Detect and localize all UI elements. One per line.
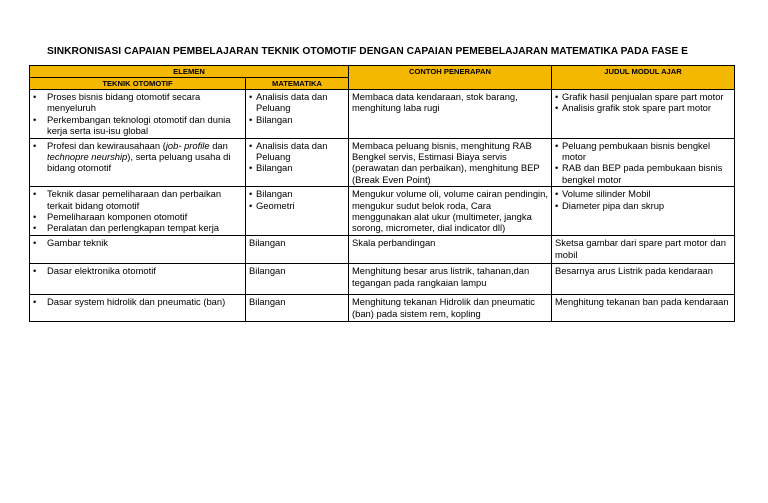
list-item: • Teknik dasar pemeliharaan dan perbaikan terkait bidang otomotif: [33, 188, 242, 211]
list-item: • Analisis grafik stok spare part motor: [555, 102, 731, 113]
teknik-cell: [30, 295, 246, 322]
teknik-cell: [30, 264, 246, 295]
teknik-cell: [30, 90, 246, 139]
list-item: • RAB dan BEP pada pembukaan bisnis bengkel motor: [555, 162, 731, 185]
sync-table: [29, 65, 735, 322]
list-item: • Analisis data dan Peluang: [249, 91, 345, 114]
judul-cell: [552, 138, 735, 187]
table-row: [30, 236, 735, 264]
header-row-main: [30, 66, 735, 78]
teknik-cell: [30, 187, 246, 236]
judul-cell: Menghitung tekanan ban pada kendaraan: [552, 295, 735, 322]
list-item: • Peluang pembukaan bisnis bengkel motor: [555, 140, 731, 163]
table-row: [30, 90, 735, 139]
contoh-cell: Skala perbandingan: [349, 236, 552, 264]
list-item: • Dasar system hidrolik dan pneumatic (ban): [33, 296, 242, 307]
list-item: • Peralatan dan perlengkapan tempat kerja: [33, 222, 242, 233]
contoh-cell: Membaca peluang bisnis, menghitung RAB Bengkel servis, Estimasi Biaya servis (perawatan dan perbaikan), menghitung BEP (Break Even Point): [349, 138, 552, 187]
contoh-cell: Mengukur volume oli, volume cairan pendingin, mengukur sudut belok roda, Cara menggunakan alat ukur (multimeter, jangka sorong, micrometer, dial indicator dll): [349, 187, 552, 236]
judul-cell: Sketsa gambar dari spare part motor dan mobil: [552, 236, 735, 264]
list-item: [33, 140, 242, 174]
header-contoh-penerapan: CONTOH PENERAPAN: [349, 66, 552, 90]
judul-cell: [552, 187, 735, 236]
list-item: • Volume silinder Mobil: [555, 188, 731, 199]
table-row: [30, 295, 735, 322]
list-item: • Bilangan: [249, 114, 345, 125]
table-row: [30, 187, 735, 236]
list-item: • Bilangan: [249, 162, 345, 173]
contoh-cell: Membaca data kendaraan, stok barang, menghitung laba rugi: [349, 90, 552, 139]
teknik-cell: [30, 138, 246, 187]
list-item: • Bilangan: [249, 188, 345, 199]
header-matematika: MATEMATIKA: [246, 78, 349, 90]
list-item: • Perkembangan teknologi otomotif dan dunia kerja serta isu-isu global: [33, 114, 242, 137]
contoh-cell: Menghitung tekanan Hidrolik dan pneumatic (ban) pada sistem rem, kopling: [349, 295, 552, 322]
matematika-cell: [246, 187, 349, 236]
list-item: • Geometri: [249, 200, 345, 211]
list-item: • Proses bisnis bidang otomotif secara menyeluruh: [33, 91, 242, 114]
list-item: • Diameter pipa dan skrup: [555, 200, 731, 211]
list-item: • Gambar teknik: [33, 237, 242, 248]
text-span: dan: [209, 139, 228, 151]
header-judul-modul: JUDUL MODUL AJAR: [552, 66, 735, 90]
text-span: ), serta peluang usaha di bidang otomotif: [47, 151, 231, 174]
list-item: • Grafik hasil penjualan spare part motor: [555, 91, 731, 102]
document-title: SINKRONISASI CAPAIAN PEMBELAJARAN TEKNIK OTOMOTIF DENGAN CAPAIAN PEMEBELAJARAN MATEMATIKA PADA FASE E: [47, 46, 689, 57]
header-elemen: ELEMEN: [30, 66, 349, 78]
table-row: [30, 138, 735, 187]
italic-term: technopre neurship: [47, 151, 128, 163]
judul-cell: Besarnya arus Listrik pada kendaraan: [552, 264, 735, 295]
list-item: • Pemeliharaan komponen otomotif: [33, 211, 242, 222]
matematika-cell: [246, 138, 349, 187]
contoh-cell: Menghitung besar arus listrik, tahanan,dan tegangan pada rangkaian lampu: [349, 264, 552, 295]
matematika-cell: Bilangan: [246, 236, 349, 264]
text-span: Profesi dan kewirausahaan (: [47, 139, 166, 151]
matematika-cell: Bilangan: [246, 264, 349, 295]
matematika-cell: [246, 90, 349, 139]
matematika-cell: Bilangan: [246, 295, 349, 322]
list-item: • Dasar elektronika otomotif: [33, 265, 242, 276]
italic-term: job- profile: [165, 139, 210, 151]
teknik-cell: [30, 236, 246, 264]
list-item: • Analisis data dan Peluang: [249, 140, 345, 163]
judul-cell: [552, 90, 735, 139]
table-row: [30, 264, 735, 295]
header-teknik-otomotif: TEKNIK OTOMOTIF: [30, 78, 246, 90]
